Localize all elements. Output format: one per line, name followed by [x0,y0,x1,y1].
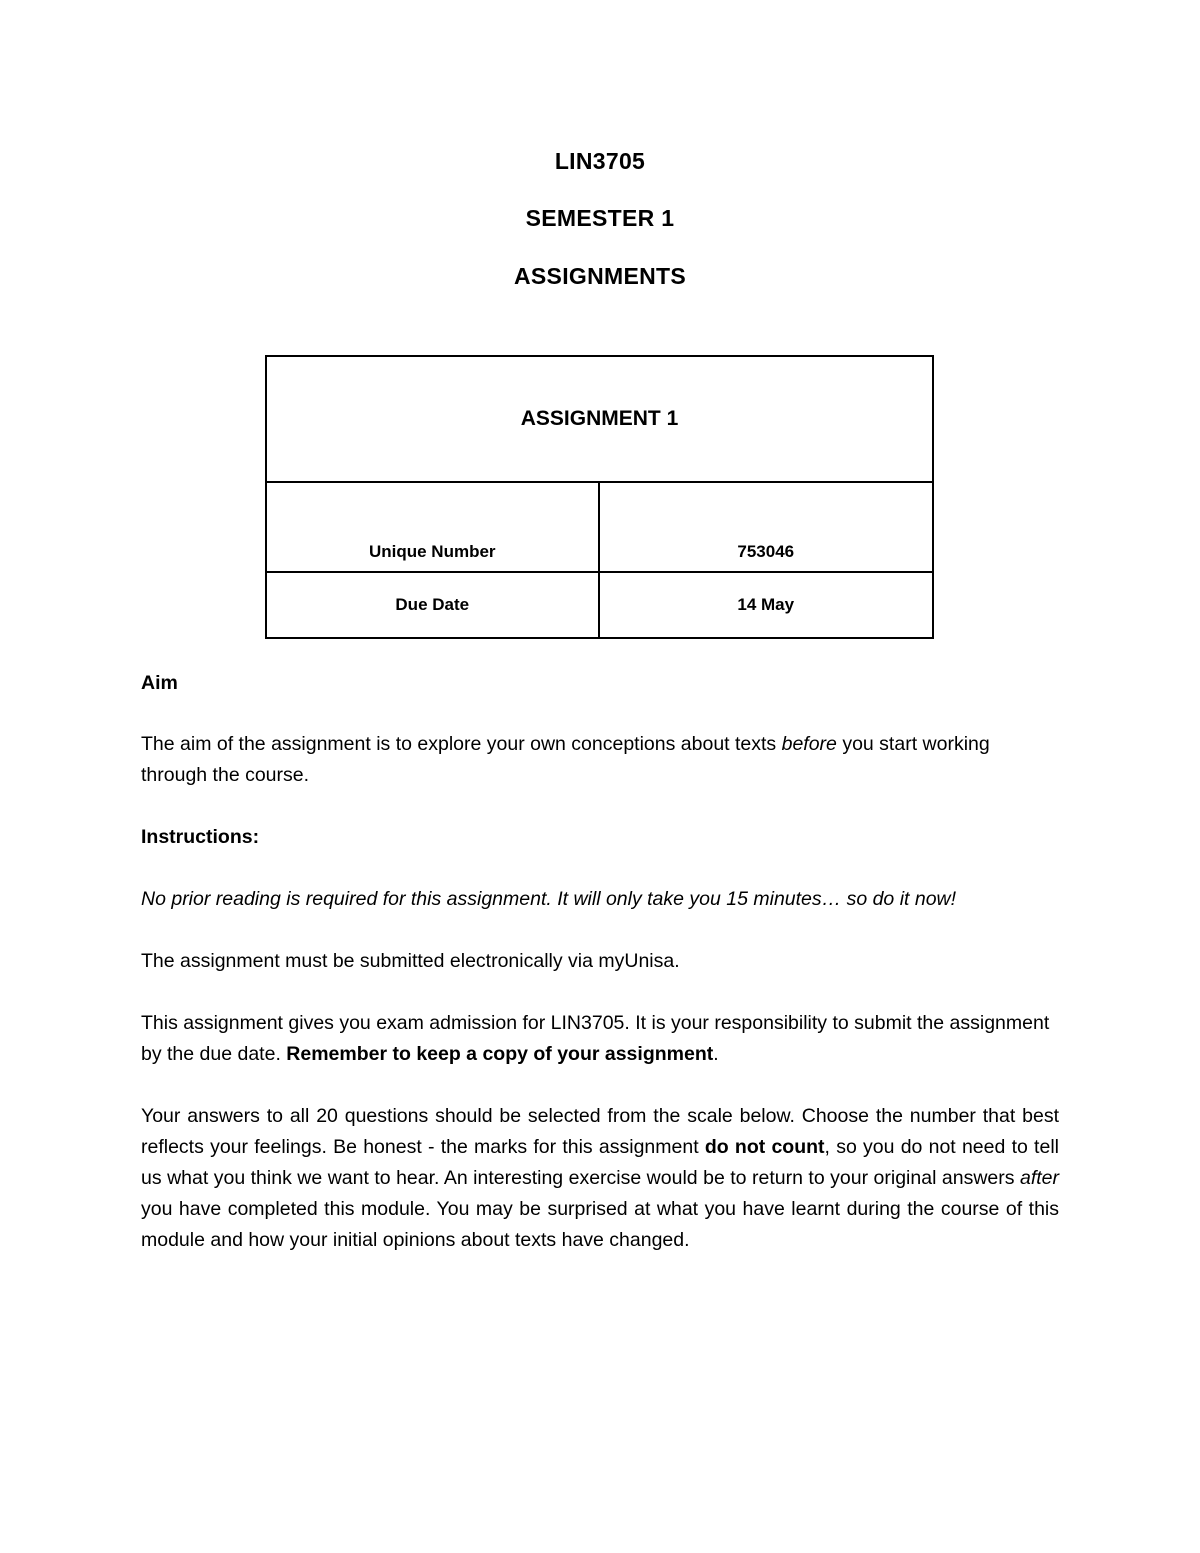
assignments-heading: ASSIGNMENTS [514,263,686,289]
aim-text-start: The aim of the assignment is to explore your own conceptions about texts [141,733,782,755]
due-date-label: Due Date [267,573,600,637]
answers-text-1: Your answers to all 20 questions should be selected from the scale below. Choose the number that best reflects your feelings. Be honest - the marks for this assignment [141,1105,1059,1158]
course-code-heading: LIN3705 [554,148,646,174]
unique-number-label: Unique Number [267,483,600,571]
instructions-note: No prior reading is required for this assignment. It will only take you 15 minutes… so do it now! [141,888,957,910]
unique-number-value: 753046 [737,542,795,561]
aim-text-end: you start working through the course. [141,733,990,786]
answers-emphasis-bold: do not count [704,1136,825,1158]
table-row-due-date [267,573,932,637]
instructions-heading: Instructions: [141,826,260,848]
submission-paragraph: The assignment must be submitted electronically via myUnisa. [141,950,680,972]
aim-heading: Aim [141,672,178,694]
answers-emphasis-italic: after [1019,1167,1059,1189]
aim-paragraph [141,729,1059,791]
due-date-value: 14 May [737,595,795,614]
semester-heading: SEMESTER 1 [525,205,675,231]
admission-text: This assignment gives you exam admission for LIN3705. It is your responsibility to submit the assignment by the due date. [141,1012,1050,1065]
answers-paragraph [141,1101,1059,1256]
answers-text-3: you have completed this module. You may be surprised at what you have learnt during the course of this module and how your initial opinions about texts have changed. [141,1198,1059,1251]
admission-reminder: Remember to keep a copy of your assignment [286,1043,714,1065]
answers-text-2: , so you do not need to tell us what you think we want to hear. An interesting exercise would be to return to your original answers [141,1136,1059,1189]
assignment-info-table [265,355,934,639]
aim-text-emphasis: before [781,733,837,755]
admission-paragraph [141,1008,1059,1070]
assignment-title: ASSIGNMENT 1 [267,357,932,483]
admission-end: . [713,1043,719,1065]
table-row-unique-number [267,483,932,573]
